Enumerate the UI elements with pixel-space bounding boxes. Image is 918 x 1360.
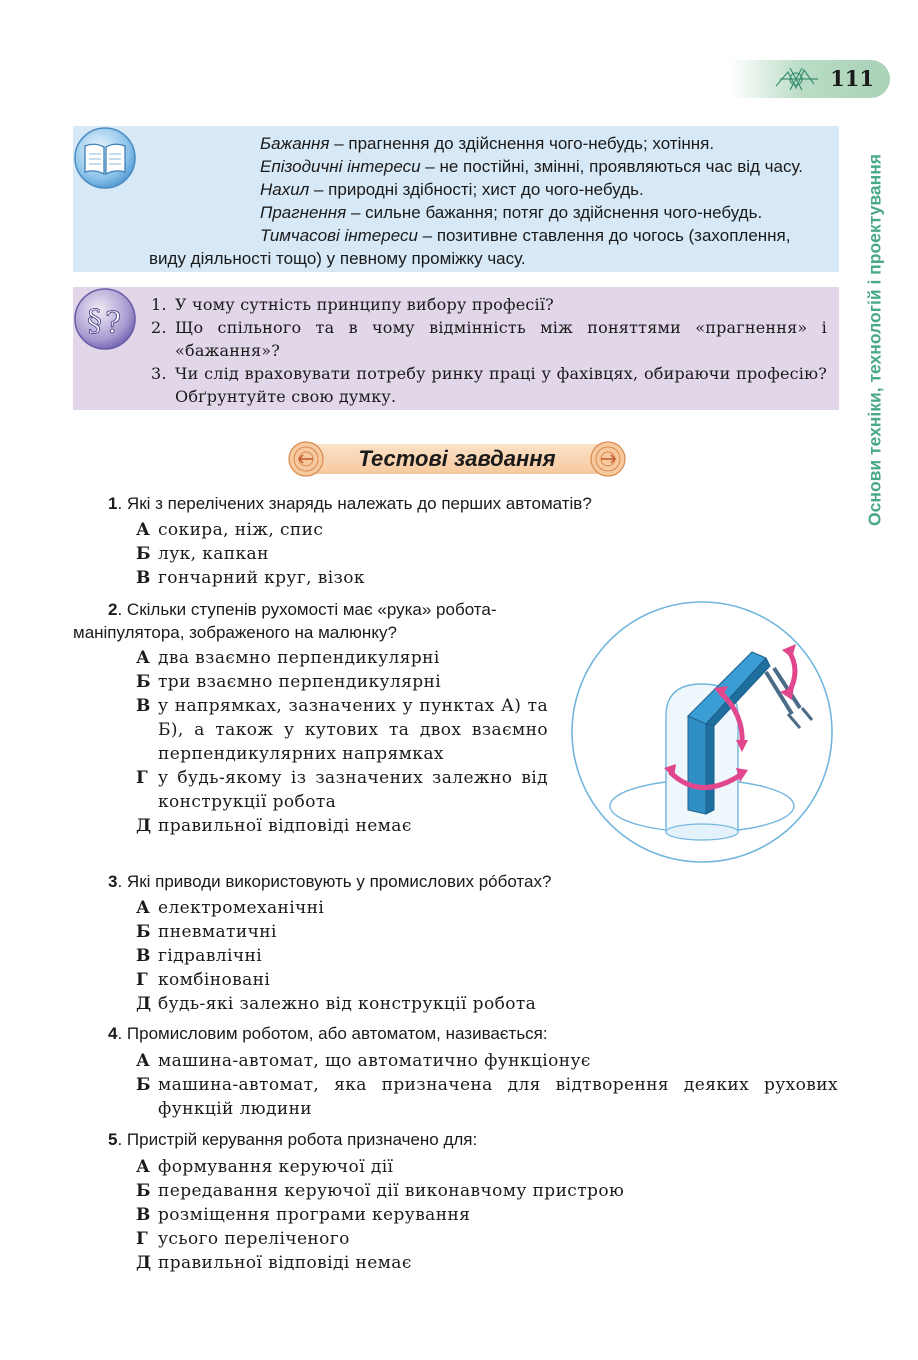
svg-text:§: §: [87, 304, 102, 339]
glossary-entry: Епізодичні інтереси – не постійні, змінні, проявляються час від часу.: [260, 157, 803, 176]
review-question: 3. Чи слід враховувати потребу ринку праці у фахівцях, обираючи професію? Обґрунтуйте свою думку.: [151, 364, 827, 406]
test-section-heading: [287, 440, 627, 478]
answer-option: Б передавання керуючої дії виконавчому пристрою: [136, 1181, 625, 1201]
page-number: 111: [830, 66, 874, 91]
answer-option: Д правильної відповіді немає: [136, 816, 412, 836]
answer-option: В розміщення програми керування: [136, 1205, 471, 1225]
review-questions-list: [151, 293, 827, 408]
test-question-1: 1. Які з перелічених знарядь належать до перших автоматів?: [108, 494, 592, 513]
answer-option: Б три взаємно перпендикулярні: [136, 672, 442, 692]
glossary-entry: Нахил – природні здібності; хист до чого-небудь.: [260, 180, 644, 199]
side-section-title: [862, 125, 888, 555]
answer-option: Г комбіновані: [136, 970, 271, 990]
test-options-1: [136, 518, 838, 590]
test-options-5: [136, 1155, 838, 1275]
test-question-5: 5. Пристрій керування робота призначено для:: [108, 1130, 478, 1149]
glossary-entry: Прагнення – сильне бажання; потяг до здійснення чого-небудь.: [260, 203, 763, 222]
test-options-2: [136, 646, 548, 838]
robot-manipulator-illustration: [566, 596, 838, 868]
answer-option: А машина-автомат, що автоматично функціонує: [136, 1051, 591, 1071]
answer-option: В гідравлічні: [136, 946, 263, 966]
answer-option: А два взаємно перпендикулярні: [136, 648, 440, 668]
side-title-text: Основи техніки, технологій і проектування: [864, 154, 885, 526]
answer-option: Б машина-автомат, яка призначена для відтворення деяких рухових функцій людини: [136, 1075, 838, 1119]
page-number-tab: [730, 60, 890, 98]
test-question-3: 3. Які приводи використовують у промислових рóботах?: [108, 872, 552, 891]
review-question: 1. У чому сутність принципу вибору професії?: [151, 295, 554, 314]
answer-option: Г у будь-якому із зазначених залежно від конструкції робота: [136, 768, 548, 812]
test-options-4: [136, 1049, 838, 1121]
test-heading-title: Тестові завдання: [358, 446, 556, 471]
test-options-3: [136, 896, 838, 1016]
answer-option: А електромеханічні: [136, 898, 325, 918]
answer-option: В у напрямках, зазначених у пунктах А) та Б), а також у кутових та двох взаємно перпендикулярних напрямках: [136, 696, 548, 764]
glossary-entry: Бажання – прагнення до здійснення чого-небудь; хотіння.: [260, 134, 715, 153]
book-icon: [73, 126, 137, 190]
answer-option: Б лук, капкан: [136, 544, 269, 564]
svg-text:?: ?: [105, 306, 122, 341]
review-question: 2. Що спільного та в чому відмінність між поняттями «прагнення» і «бажання»?: [151, 318, 827, 360]
technology-emblem-icon: [774, 64, 822, 94]
answer-option: Д правильної відповіді немає: [136, 1253, 412, 1273]
answer-option: В гончарний круг, візок: [136, 568, 365, 588]
answer-option: Г усього переліченого: [136, 1229, 350, 1249]
test-question-2: 2. Скільки ступенів рухомості має «рука» робота-маніпулятора, зображеного на малюнку?: [73, 600, 497, 642]
answer-option: А формування керуючої дії: [136, 1157, 394, 1177]
paragraph-question-icon: [73, 287, 137, 351]
glossary-entry: Тимчасові інтереси – позитивне ставлення до чогось (захоплення, виду діяльності тощо) у певному проміжку часу.: [149, 226, 791, 268]
review-questions-box: [73, 287, 839, 410]
answer-option: А сокира, ніж, спис: [136, 520, 324, 540]
answer-option: Б пневматичні: [136, 922, 277, 942]
glossary-box: [73, 126, 839, 272]
answer-option: Д будь-які залежно від конструкції робота: [136, 994, 537, 1014]
test-question-4: 4. Промисловим роботом, або автоматом, називається:: [108, 1024, 548, 1043]
